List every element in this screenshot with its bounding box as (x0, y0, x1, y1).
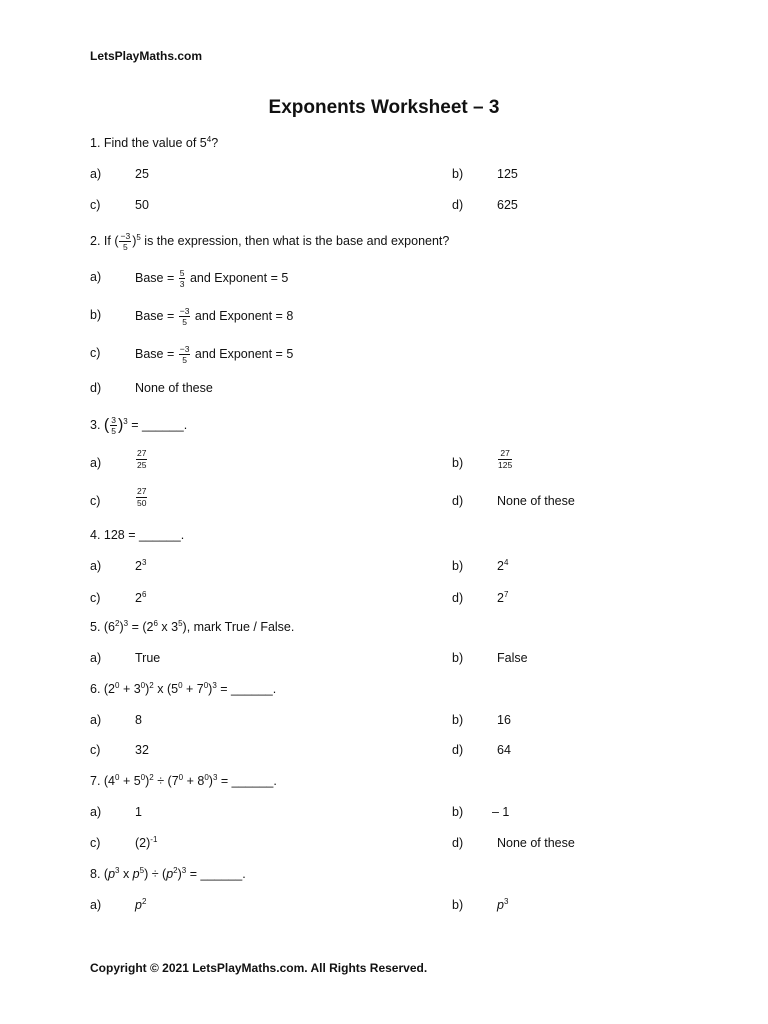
q3-option-b: $\frac{27}{125}$ (498, 448, 513, 470)
q7-label-d: d) (452, 836, 464, 850)
q2-label-d: d) (90, 381, 102, 395)
q6-label-d: d) (452, 743, 464, 757)
q3-label-c: c) (90, 494, 101, 508)
q6-option-d: 64 (497, 743, 511, 757)
q7-label-c: c) (90, 836, 101, 850)
q5-option-b: False (497, 651, 528, 665)
q3-option-d: None of these (497, 494, 575, 508)
q7-option-d: None of these (497, 836, 575, 850)
q3-label-a: a) (90, 456, 102, 470)
q5-label-a: a) (90, 651, 102, 665)
q6-option-a: 8 (135, 713, 142, 727)
q7-label-b: b) (452, 805, 464, 819)
q8-option-a: $p^2$ (135, 897, 147, 912)
q4-label-a: a) (90, 559, 102, 573)
q3-label-b: b) (452, 456, 464, 470)
q1-label-b: b) (452, 167, 464, 181)
question-4: 4. 128 = ______. (90, 528, 185, 542)
q1-label-c: c) (90, 198, 101, 212)
q4-option-a: $2^3$ (135, 558, 147, 573)
q1-option-c: 50 (135, 198, 149, 212)
q1-option-b: 125 (497, 167, 518, 181)
copyright-footer: Copyright © 2021 LetsPlayMaths.com. All Rights Reserved. (90, 961, 428, 975)
question-6: 6. $(2^0 + 3^0)^2$ x $(5^0 + 7^0)^3$ = ______. (90, 681, 277, 696)
q2-label-b: b) (90, 308, 102, 322)
q2-label-a: a) (90, 270, 102, 284)
q3-option-a: $\frac{27}{25}$ (137, 448, 147, 470)
q4-label-d: d) (452, 591, 464, 605)
q5-label-b: b) (452, 651, 464, 665)
q6-option-b: 16 (497, 713, 511, 727)
q1-option-d: 625 (497, 198, 518, 212)
question-1: 1. Find the value of $5^4$? (90, 135, 219, 150)
page-title: Exponents Worksheet – 3 (268, 97, 500, 118)
q4-label-c: c) (90, 591, 101, 605)
q2-option-d: None of these (135, 381, 213, 395)
q3-option-c: $\frac{27}{50}$ (137, 486, 147, 508)
q7-label-a: a) (90, 805, 102, 819)
q8-label-a: a) (90, 898, 102, 912)
q8-option-b: $p^3$ (497, 897, 509, 912)
q2-option-a: Base = $\frac{5}{3}$ and Exponent = 5 (135, 267, 289, 290)
question-5: 5. $(6^2)^3 = (2^6$ x $3^5$), mark True / False. (90, 619, 295, 634)
question-7: 7. $(4^0 + 5^0)^2 \div (7^0 + 8^0)^3$ = ______. (90, 773, 277, 788)
q8-label-b: b) (452, 898, 464, 912)
q7-option-a: 1 (135, 805, 142, 819)
q6-option-c: 32 (135, 743, 149, 757)
q7-option-c: $(2)^{-1}$ (135, 835, 158, 850)
question-8: 8. ($p^3$ x $p^5) \div (p^2)^3$ = ______. (90, 866, 246, 881)
q7-option-b: – 1 (492, 805, 510, 819)
question-2: 2. If ( $\frac{-3}{5}$ )$^5$ is the expression, then what is the base and exponent? (90, 230, 450, 253)
q6-label-b: b) (452, 713, 464, 727)
q2-fraction: $\frac{-3}{5}$ (120, 230, 131, 253)
q4-option-b: $2^4$ (497, 558, 509, 573)
q2-label-c: c) (90, 346, 101, 360)
q6-label-a: a) (90, 713, 102, 727)
q3-label-d: d) (452, 494, 464, 508)
q4-option-d: $2^7$ (497, 590, 509, 605)
q4-label-b: b) (452, 559, 464, 573)
q5-option-a: True (135, 651, 161, 665)
q1-label-d: d) (452, 198, 464, 212)
q2-option-b: Base = $\frac{-3}{5}$ and Exponent = 8 (135, 305, 294, 328)
q4-option-c: $2^6$ (135, 590, 147, 605)
q1-option-a: 25 (135, 167, 149, 181)
question-3: 3. ( $\frac{3}{5}$ )$^3$ = ______. (90, 414, 188, 437)
q2-option-c: Base = $\frac{-3}{5}$ and Exponent = 5 (135, 343, 294, 366)
q1-label-a: a) (90, 167, 102, 181)
site-name: LetsPlayMaths.com (90, 49, 203, 63)
q6-label-c: c) (90, 743, 101, 757)
